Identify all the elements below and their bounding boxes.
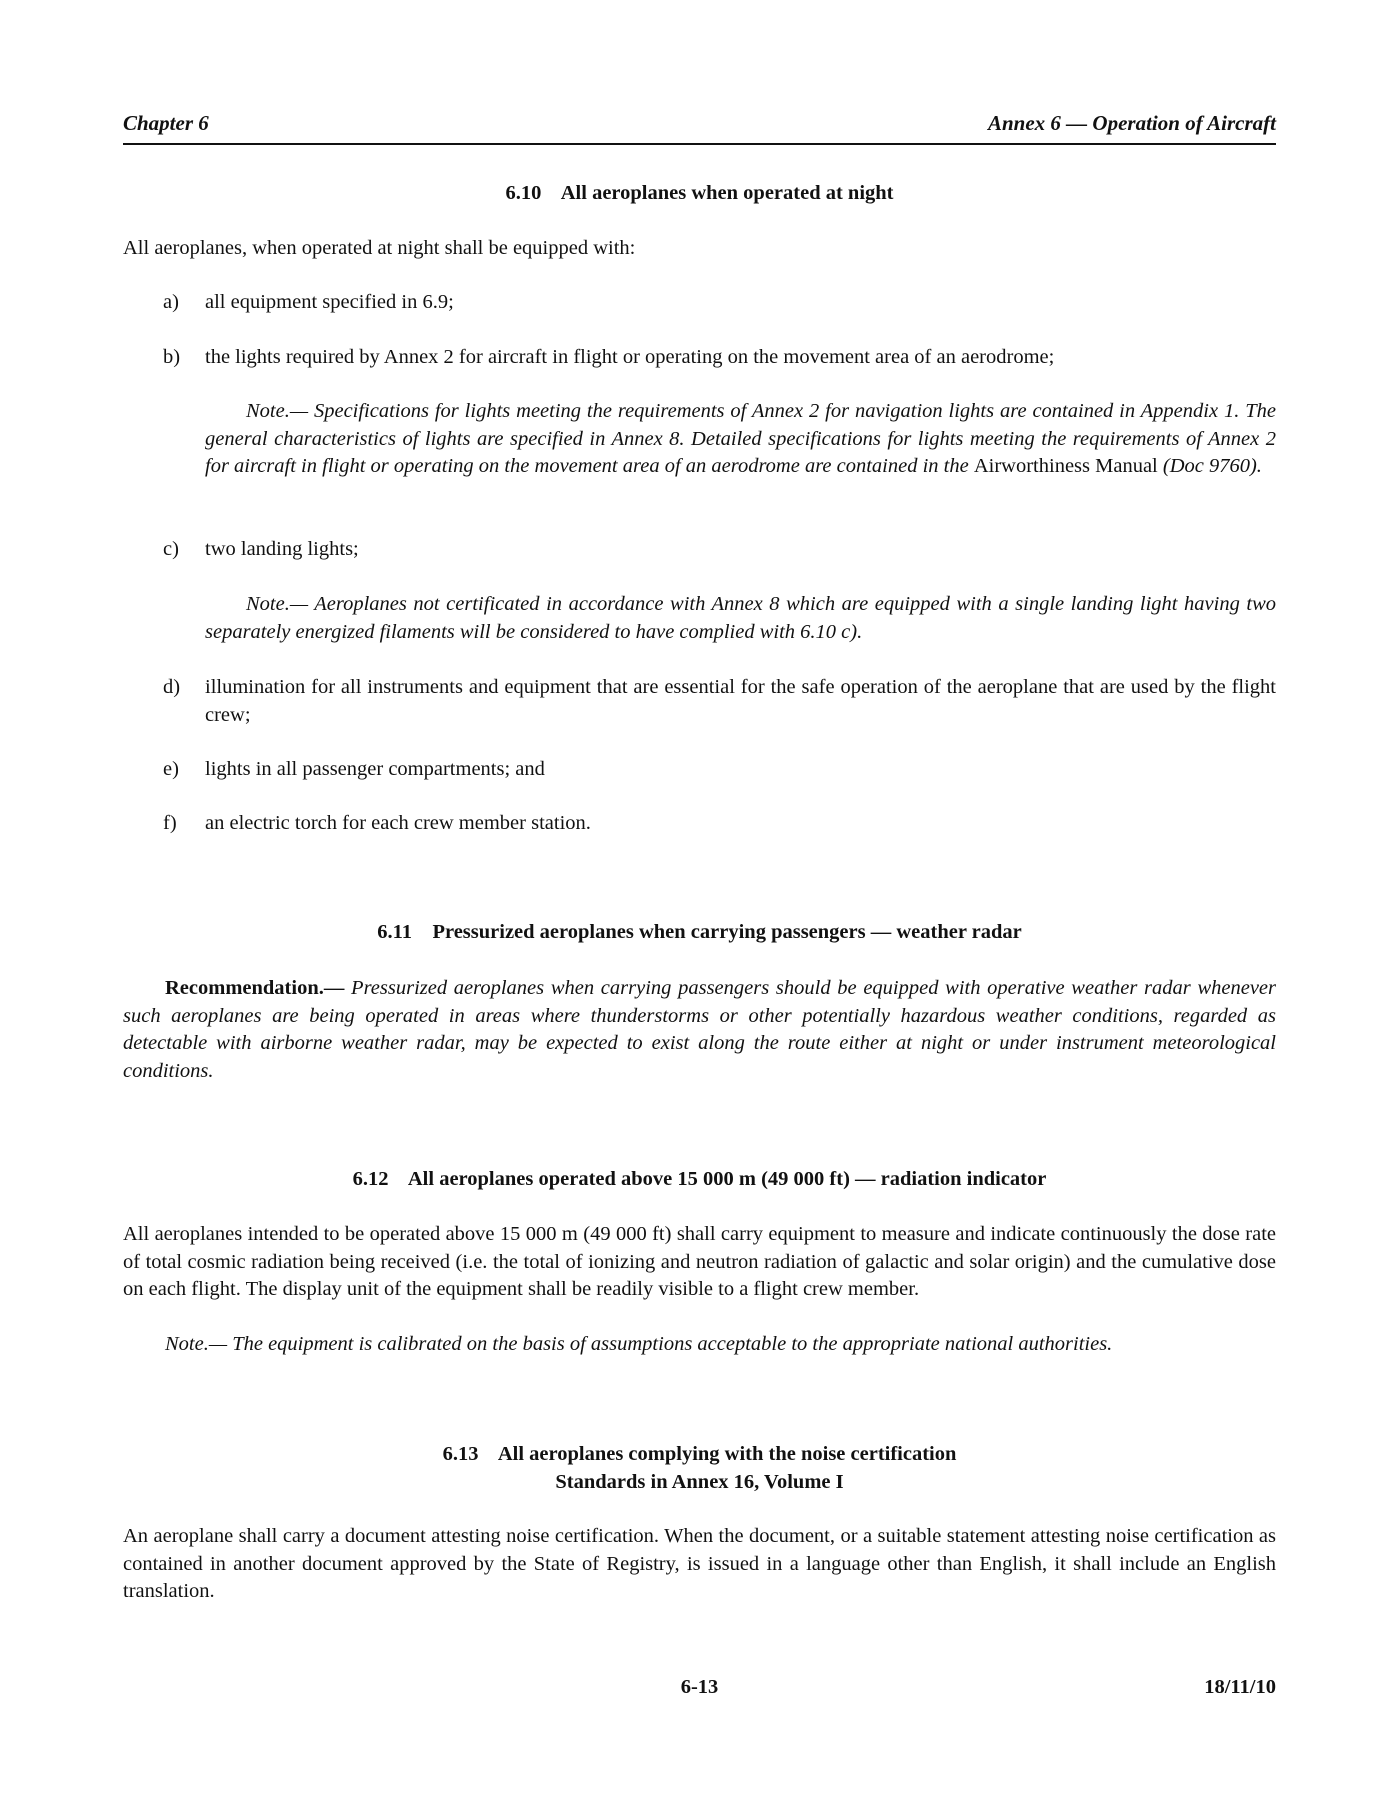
recommendation-label: Recommendation.— — [165, 977, 345, 999]
list-label: b) — [163, 346, 181, 368]
note-6-12: Note.— The equipment is calibrated on the basis of assumptions acceptable to the appropriate national authorities. — [165, 1333, 1113, 1355]
intro-6-10: All aeroplanes, when operated at night shall be equipped with: — [123, 237, 636, 259]
heading-6-12: 6.12 All aeroplanes operated above 15 000 m (49 000 ft) — radiation indicator — [352, 1168, 1047, 1190]
list-item-f — [163, 810, 1276, 838]
heading-6-10: 6.10 All aeroplanes when operated at night — [505, 182, 894, 204]
heading-6-13-line2: Standards in Annex 16, Volume I — [555, 1471, 844, 1493]
list-text: lights in all passenger compartments; and — [205, 758, 545, 780]
list-text: the lights required by Annex 2 for aircraft in flight or operating on the movement area of an aerodrome; — [205, 346, 1055, 368]
list-text: an electric torch for each crew member station. — [205, 812, 591, 834]
doc-ref: (Doc 9760). — [1157, 455, 1262, 478]
page-date: 18/11/10 — [1204, 1676, 1276, 1698]
header-title: Annex 6 — Operation of Aircraft — [988, 111, 1276, 135]
heading-6-11: 6.11 Pressurized aeroplanes when carrying passengers — weather radar — [377, 921, 1022, 943]
recommendation-text: Pressurized aeroplanes when carrying passengers should be equipped with operative weather radar whenever such aeroplanes are being operated in areas where thunderstorms or other potentially hazardous weather conditions, regarded as detectable with airborne weather radar, may be expected to exist along the route either at night or under instrument meteorological conditions. — [123, 977, 1276, 1083]
header-rule — [123, 143, 1276, 145]
recommendation-6-11 — [123, 975, 1276, 1086]
list-item-b — [163, 344, 1276, 372]
list-label: a) — [163, 291, 179, 313]
header-chapter: Chapter 6 — [123, 111, 209, 135]
list-label: d) — [163, 676, 181, 698]
list-item-a — [163, 289, 1276, 317]
list-label: f) — [163, 812, 177, 834]
note-b — [205, 398, 1276, 481]
list-item-e — [163, 756, 1276, 784]
list-label: e) — [163, 758, 179, 780]
note-text: Note.— Specifications for lights meeting the requirements of Annex 2 for navigation lights are contained in Appendix 1. The general characteristics of lights are specified in Annex 8. Detailed specifications for lights meeting the requirements of Annex 2 for aircraft in flight or operating on the movement area of an aerodrome are contained in the — [205, 400, 1276, 478]
list-text: illumination for all instruments and equipment that are essential for the safe operation of the aeroplane that are used by the flight crew; — [205, 676, 1276, 726]
heading-6-13-line1: 6.13 All aeroplanes complying with the noise certification — [442, 1443, 957, 1465]
list-item-c — [163, 536, 1276, 564]
list-text: all equipment specified in 6.9; — [205, 291, 454, 313]
list-label: c) — [163, 538, 179, 560]
list-item-d — [163, 674, 1276, 729]
body-6-12: All aeroplanes intended to be operated above 15 000 m (49 000 ft) shall carry equipment to measure and indicate continuously the dose rate of total cosmic radiation being received (i.e. the total of ionizing and neutron radiation of galactic and solar origin) and the cumulative dose on each flight. The display unit of the equipment shall be readily visible to a flight crew member. — [123, 1223, 1276, 1301]
manual-title: Airworthiness Manual — [973, 455, 1158, 478]
body-6-13: An aeroplane shall carry a document attesting noise certification. When the document, or a suitable statement attesting noise certification as contained in another document approved by the State of Registry, is issued in a language other than English, it shall include an English translation. — [123, 1525, 1276, 1603]
note-c: Note.— Aeroplanes not certificated in accordance with Annex 8 which are equipped with a single landing light having two separately energized filaments will be considered to have complied with 6.10 c). — [205, 593, 1276, 643]
list-text: two landing lights; — [205, 538, 359, 560]
page-number: 6-13 — [680, 1676, 719, 1698]
